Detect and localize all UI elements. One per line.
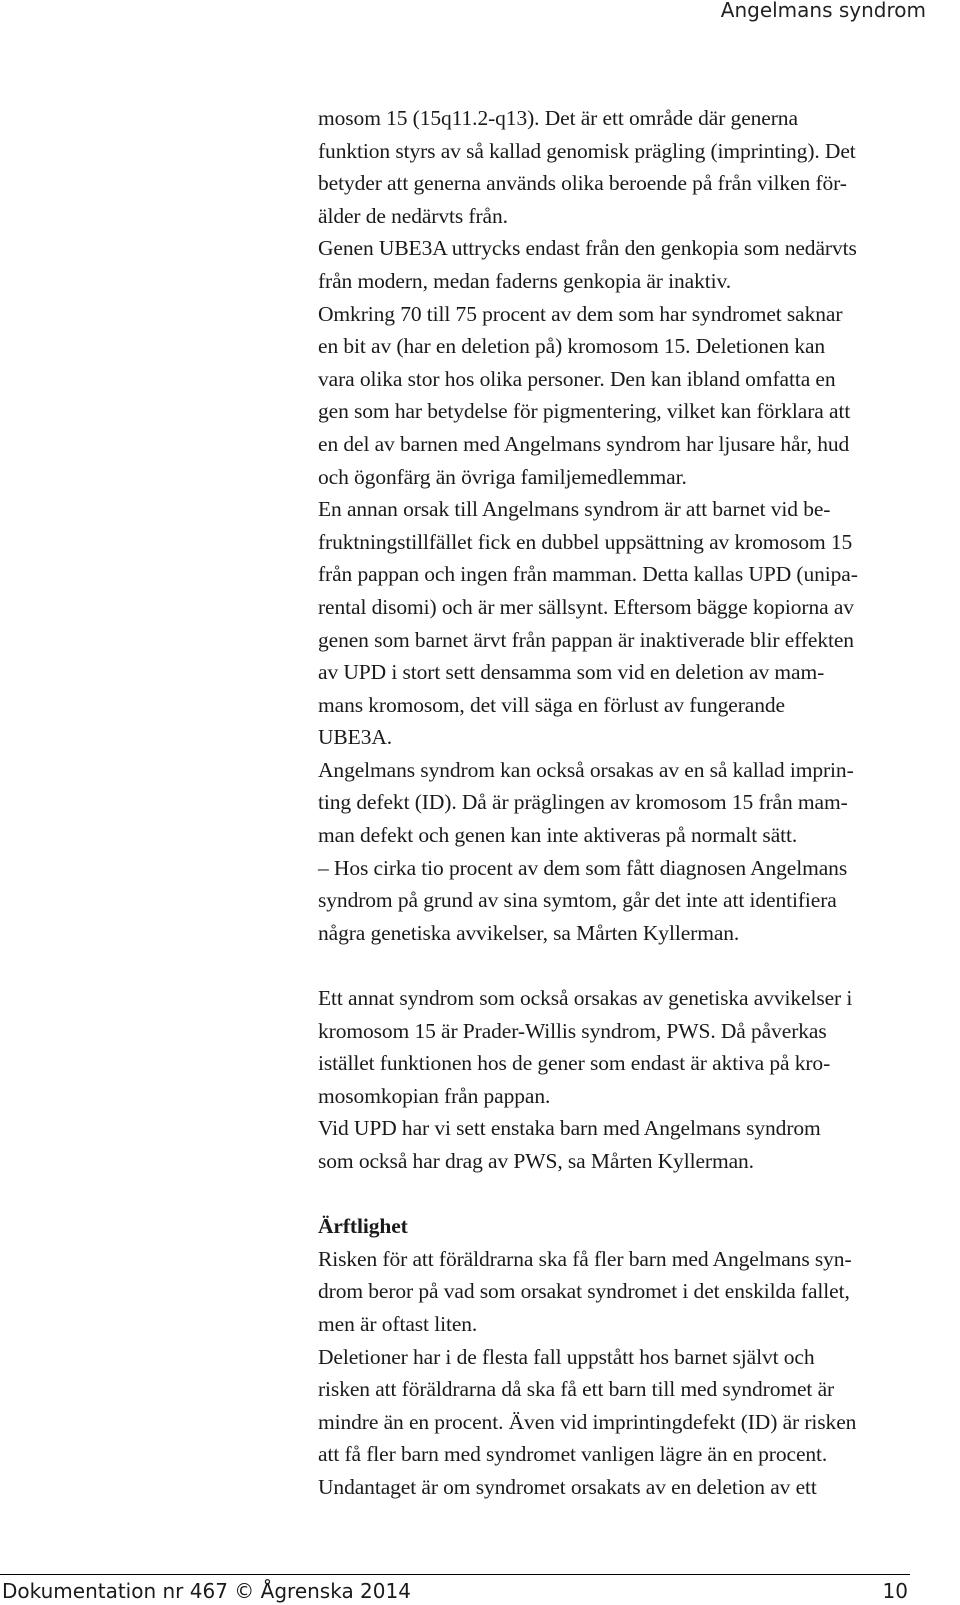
text-line: en bit av (har en deletion på) kromosom 15. Deletionen kan xyxy=(318,334,826,359)
article-body xyxy=(318,102,934,1504)
text-line: en del av barnen med Angelmans syndrom har ljusare hår, hud xyxy=(318,431,850,456)
text-line: Deletioner har i de flesta fall uppstått hos barnet självt och xyxy=(318,1344,815,1369)
text-line: mosomkopian från pappan. xyxy=(318,1083,551,1108)
text-line: att få fler barn med syndromet vanligen lägre än en procent. xyxy=(318,1442,828,1467)
text-line: risken att föräldrarna då ska få ett barn till med syndromet är xyxy=(318,1377,835,1402)
page-footer xyxy=(0,1574,910,1603)
text-line: genen som barnet ärvt från pappan är inaktiverade blir effekten xyxy=(318,627,854,652)
text-line: gen som har betydelse för pigmentering, vilket kan förklara att xyxy=(318,399,851,424)
paragraph-gap xyxy=(318,949,934,982)
text-line: Angelmans syndrom kan också orsakas av en så kallad imprin- xyxy=(318,757,854,782)
text-line: funktion styrs av så kallad genomisk prägling (imprinting). Det xyxy=(318,138,856,163)
text-line: Risken för att föräldrarna ska få fler barn med Angelmans syn- xyxy=(318,1246,852,1271)
text-line: mans kromosom, det vill säga en förlust av fungerande xyxy=(318,692,785,717)
text-line: vara olika stor hos olika personer. Den kan ibland omfatta en xyxy=(318,366,836,391)
footer-publication: Dokumentation nr 467 © Ågrenska 2014 xyxy=(2,1579,411,1603)
running-header xyxy=(0,0,926,20)
text-line: några genetiska avvikelser, sa Mårten Kyllerman. xyxy=(318,920,740,945)
text-line: mindre än en procent. Även vid imprintingdefekt (ID) är risken xyxy=(318,1409,857,1434)
text-line: fruktningstillfället fick en dubbel uppsättning av kromosom 15 xyxy=(318,529,853,554)
text-line: Omkring 70 till 75 procent av dem som har syndromet saknar xyxy=(318,301,843,326)
text-line: Undantaget är om syndromet orsakats av en deletion av ett xyxy=(318,1474,817,1499)
text-line: syndrom på grund av sina symtom, går det inte att identifiera xyxy=(318,888,837,913)
text-line: drom beror på vad som orsakat syndromet i det enskilda fallet, xyxy=(318,1279,850,1304)
text-line: kromosom 15 är Prader-Willis syndrom, PWS. Då påverkas xyxy=(318,1018,827,1043)
header-title: Angelmans syndrom xyxy=(720,0,926,22)
text-line: från modern, medan faderns genkopia är inaktiv. xyxy=(318,268,731,293)
text-line: men är oftast liten. xyxy=(318,1311,478,1336)
text-line: betyder att generna används olika beroende på från vilken för- xyxy=(318,171,847,196)
text-line: En annan orsak till Angelmans syndrom är att barnet vid be- xyxy=(318,497,831,522)
text-line: som också har drag av PWS, sa Mårten Kyllerman. xyxy=(318,1149,754,1173)
text-line: ting defekt (ID). Då är präglingen av kromosom 15 från mam- xyxy=(318,790,848,815)
text-line: Vid UPD har vi sett enstaka barn med Angelmans syndrom xyxy=(318,1116,821,1141)
section-heading: Ärftlighet xyxy=(318,1214,408,1239)
text-line: rental disomi) och är mer sällsynt. Eftersom bägge kopiorna av xyxy=(318,594,854,619)
page-number: 10 xyxy=(882,1579,908,1603)
text-line: man defekt och genen kan inte aktiveras på normalt sätt. xyxy=(318,823,798,848)
text-line: från pappan och ingen från mamman. Detta kallas UPD (unipa- xyxy=(318,562,858,587)
text-line: UBE3A. xyxy=(318,725,393,750)
text-line: – Hos cirka tio procent av dem som fått diagnosen Angelmans xyxy=(318,855,848,880)
paragraph-gap xyxy=(318,1178,934,1211)
text-line: istället funktionen hos de gener som endast är aktiva på kro- xyxy=(318,1051,831,1076)
text-line: av UPD i stort sett densamma som vid en deletion av mam- xyxy=(318,660,825,685)
text-line: Ett annat syndrom som också orsakas av genetiska avvikelser i xyxy=(318,986,853,1011)
text-line: Genen UBE3A uttrycks endast från den genkopia som nedärvts xyxy=(318,236,857,261)
text-line: älder de nedärvts från. xyxy=(318,203,508,228)
text-line: och ögonfärg än övriga familjemedlemmar. xyxy=(318,464,687,489)
text-line: mosom 15 (15q11.2-q13). Det är ett område där generna xyxy=(318,106,798,130)
